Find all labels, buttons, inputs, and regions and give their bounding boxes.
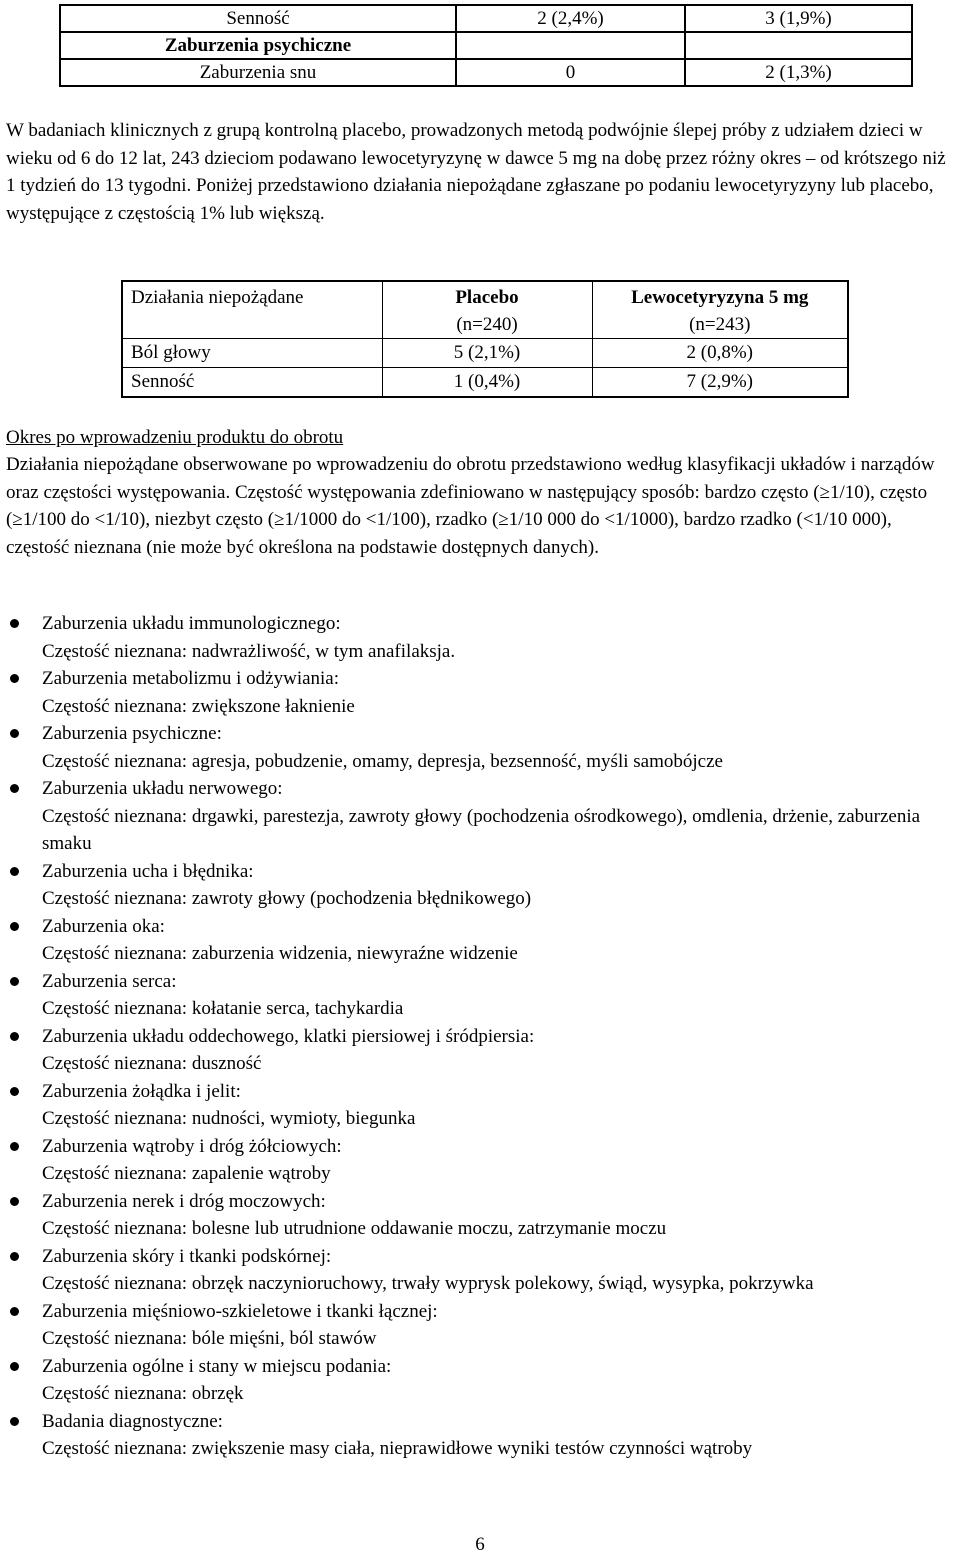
table-cell: Zaburzenia snu (60, 59, 456, 86)
category-detail: Częstość nieznana: obrzęk (42, 1383, 244, 1404)
category-name: Zaburzenia układu immunologicznego: (42, 613, 341, 634)
table-cell: 5 (2,1%) (382, 339, 592, 368)
column-header (382, 281, 592, 339)
table-cell: Senność (60, 5, 456, 32)
column-header-line: (n=243) (689, 314, 751, 335)
category-detail: Częstość nieznana: nadwrażliwość, w tym anafilaksja. (42, 640, 456, 662)
table-cell: 7 (2,9%) (592, 368, 848, 398)
page-number: 6 (475, 1534, 485, 1555)
table-cell (685, 32, 912, 59)
table-cell: 1 (0,4%) (382, 368, 592, 398)
bullet-icon (10, 1417, 19, 1426)
category-detail: Częstość nieznana: bolesne lub utrudnione oddawanie moczu, zatrzymanie moczu (42, 1218, 667, 1239)
bullet-icon (10, 977, 19, 986)
top-table (59, 4, 913, 87)
bullet-icon (10, 619, 19, 628)
table-cell: Senność (122, 368, 382, 398)
section-heading: Okres po wprowadzeniu produktu do obrotu (6, 427, 344, 448)
column-header: Działania niepożądane (122, 281, 382, 339)
table-cell: 2 (0,8%) (592, 339, 848, 368)
category-name: Zaburzenia układu oddechowego, klatki piersiowej i śródpiersia: (42, 1025, 535, 1047)
category-name: Zaburzenia psychiczne: (42, 723, 222, 744)
table-section-heading: Zaburzenia psychiczne (60, 32, 456, 59)
bullet-icon (10, 1197, 19, 1206)
table-cell: 2 (2,4%) (456, 5, 685, 32)
bullet-icon (10, 1252, 19, 1261)
category-detail: Częstość nieznana: zawroty głowy (pochodzenia błędnikowego) (42, 888, 532, 909)
section-paragraph: Działania niepożądane obserwowane po wprowadzeniu do obrotu przedstawiono według klasyfikacji układów i narządów oraz częstości występowania. Częstość występowania zdefiniowano w następujący sposób: bardzo często (≥1/10), często (≥1/100 do <1/10), niezbyt często (≥1/1000 do <1/100), rzadko (≥1/10 000 do <1/1000), bardzo rzadko (<1/10 000), częstość nieznana (nie może być określona na podstawie dostępnych danych). (6, 454, 935, 558)
category-name: Zaburzenia układu nerwowego: (42, 778, 283, 799)
bullet-icon (10, 1307, 19, 1316)
category-name: Zaburzenia ogólne i stany w miejscu podania: (42, 1355, 392, 1377)
category-detail: Częstość nieznana: zwiększenie masy ciała, nieprawidłowe wyniki testów czynności wątroby (42, 1438, 753, 1459)
column-header (592, 281, 848, 339)
bullet-icon (10, 922, 19, 931)
category-detail: Częstość nieznana: agresja, pobudzenie, omamy, depresja, bezsenność, myśli samobójcze (42, 750, 723, 772)
category-name: Zaburzenia mięśniowo-szkieletowe i tkanki łącznej: (42, 1300, 438, 1322)
table-cell: Ból głowy (122, 339, 382, 368)
table-cell: 3 (1,9%) (685, 5, 912, 32)
list-item (0, 665, 960, 720)
bullet-icon (10, 729, 19, 738)
intro-paragraph: W badaniach klinicznych z grupą kontrolną placebo, prowadzonych metodą podwójnie ślepej próby z udziałem dzieci w wieku od 6 do 12 lat, 243 dzieciom podawano lewocetyryzynę w dawce 5 mg na dobę przez różny okres – od krótszego niż 1 tydzień do 13 tygodni. Poniżej przedstawiono działania niepożądane zgłaszane po podaniu lewocetyryzyny lub placebo, występujące z częstością 1% lub większą. (6, 120, 946, 224)
bullet-icon (10, 867, 19, 876)
list-item (0, 1298, 960, 1353)
table-row (60, 59, 912, 86)
list-item (0, 1133, 960, 1188)
category-detail: Częstość nieznana: kołatanie serca, tachykardia (42, 998, 404, 1019)
category-detail: Częstość nieznana: zapalenie wątroby (42, 1163, 331, 1184)
list-item (0, 775, 960, 858)
bullet-icon (10, 1032, 19, 1041)
adverse-reactions-list (0, 610, 960, 1463)
bullet-icon (10, 1142, 19, 1151)
bullet-icon (10, 784, 19, 793)
category-detail: Częstość nieznana: bóle mięśni, ból stawów (42, 1328, 377, 1349)
category-detail: Częstość nieznana: drgawki, parestezja, zawroty głowy (pochodzenia ośrodkowego), omdlenia, drżenie, zaburzenia smaku (42, 805, 921, 854)
category-detail: Częstość nieznana: nudności, wymioty, biegunka (42, 1108, 416, 1129)
category-name: Zaburzenia metabolizmu i odżywiania: (42, 668, 340, 689)
table-row (60, 5, 912, 32)
category-name: Zaburzenia ucha i błędnika: (42, 860, 254, 882)
column-header-line: Lewocetyryzyna 5 mg (631, 287, 809, 308)
list-item (0, 858, 960, 913)
column-header-line: (n=240) (456, 314, 518, 335)
list-item (0, 720, 960, 775)
list-item (0, 968, 960, 1023)
bullet-icon (10, 674, 19, 683)
list-item (0, 1408, 960, 1463)
table-cell (456, 32, 685, 59)
table-row (122, 339, 848, 368)
column-header-line: Placebo (455, 287, 519, 308)
table-header-row (122, 281, 848, 339)
category-detail: Częstość nieznana: zaburzenia widzenia, niewyraźne widzenie (42, 943, 518, 964)
category-detail: Częstość nieznana: zwiększone łaknienie (42, 695, 355, 717)
list-item (0, 610, 960, 665)
list-item (0, 1023, 960, 1078)
list-item (0, 913, 960, 968)
adverse-events-table (121, 280, 849, 398)
table-cell: 2 (1,3%) (685, 59, 912, 86)
category-name: Zaburzenia wątroby i dróg żółciowych: (42, 1135, 342, 1157)
list-item (0, 1243, 960, 1298)
category-name: Badania diagnostyczne: (42, 1410, 223, 1432)
category-name: Zaburzenia oka: (42, 915, 165, 937)
list-item (0, 1353, 960, 1408)
table-row (122, 368, 848, 398)
bullet-icon (10, 1087, 19, 1096)
category-name: Zaburzenia żołądka i jelit: (42, 1080, 241, 1102)
category-name: Zaburzenia nerek i dróg moczowych: (42, 1190, 326, 1212)
category-detail: Częstość nieznana: duszność (42, 1053, 262, 1074)
table-row (60, 32, 912, 59)
table-cell: 0 (456, 59, 685, 86)
category-name: Zaburzenia skóry i tkanki podskórnej: (42, 1245, 332, 1267)
list-item (0, 1188, 960, 1243)
category-name: Zaburzenia serca: (42, 970, 177, 992)
category-detail: Częstość nieznana: obrzęk naczynioruchowy, trwały wyprysk polekowy, świąd, wysypka, pokrzywka (42, 1273, 814, 1294)
bullet-icon (10, 1362, 19, 1371)
list-item (0, 1078, 960, 1133)
